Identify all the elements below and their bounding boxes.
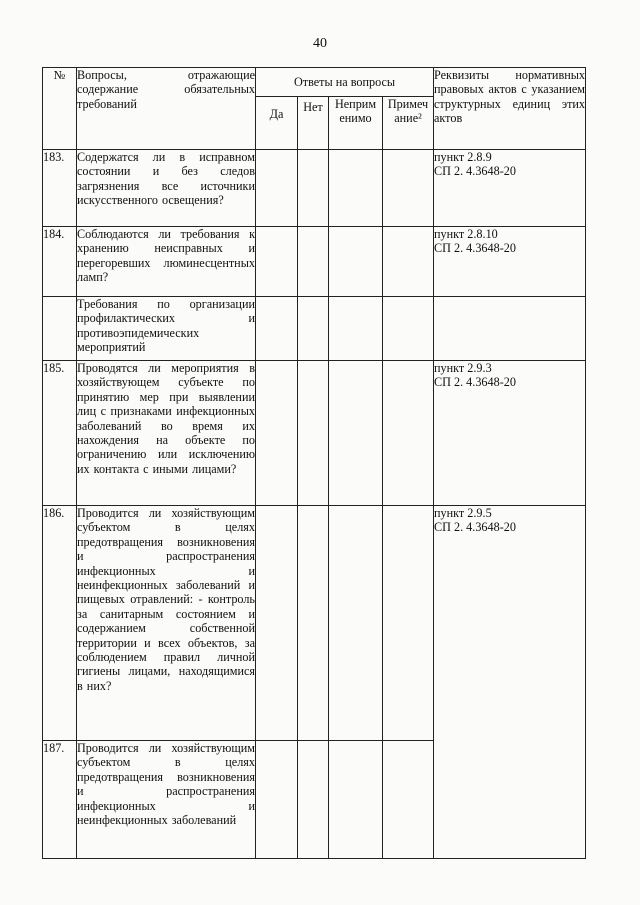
row-number: 185. [43, 361, 77, 506]
reference-act: СП 2. 4.3648-20 [434, 164, 516, 179]
row-number: 183. [43, 150, 77, 227]
answer-na-cell[interactable] [329, 361, 383, 506]
answer-yes-cell[interactable] [256, 227, 298, 297]
checklist-table [42, 67, 586, 859]
answer-yes-cell[interactable] [256, 741, 298, 859]
row-reference [434, 506, 586, 859]
header-answers: Ответы на вопросы [256, 68, 434, 97]
page-number: 40 [313, 36, 327, 51]
section-title: Требования по организации профилактических и противоэпидемических мероприятий [77, 297, 256, 361]
row-question: Соблюдаются ли требования к хранению неисправных и перегоревших люминесцентных ламп? [77, 227, 256, 297]
answer-yes-cell[interactable] [256, 361, 298, 506]
table-row [43, 506, 586, 741]
table-row [43, 227, 586, 297]
row-question: Проводятся ли мероприятия в хозяйствующем субъекте по принятию мер при выявлении лиц с признаками инфекционных заболеваний во время их нахождения на объекте по ограничению или исключению их контакта с иными лицами? [77, 361, 256, 506]
section-row [43, 297, 586, 361]
answer-na-cell [329, 297, 383, 361]
header-not-applicable: Неприм енимо [329, 97, 383, 150]
answer-na-cell[interactable] [329, 506, 383, 741]
header-note: Примеч ание² [383, 97, 434, 150]
answer-note-cell[interactable] [383, 506, 434, 741]
row-reference [434, 227, 586, 297]
reference-point: пункт 2.9.5 [434, 506, 492, 520]
answer-na-cell[interactable] [329, 227, 383, 297]
answer-note-cell[interactable] [383, 227, 434, 297]
answer-no-cell[interactable] [298, 150, 329, 227]
answer-no-cell[interactable] [298, 361, 329, 506]
row-question: Проводится ли хозяйствующим субъектом в целях предотвращения возникновения и распространения инфекционных и неинфекционных заболеваний и пищевых отравлений: - контроль за санитарным состоянием и содержанием собственной территории и всех объектов, за соблюдением правил личной гигиены лицами, находящимися в них? [77, 506, 256, 741]
reference-point: пункт 2.8.10 [434, 227, 498, 241]
header-requisites: Реквизиты нормативных правовых актов с указанием структурных единиц этих актов [434, 68, 586, 150]
answer-no-cell[interactable] [298, 741, 329, 859]
reference-act: СП 2. 4.3648-20 [434, 520, 516, 535]
row-reference [434, 297, 586, 361]
row-question: Проводится ли хозяйствующим субъектом в целях предотвращения возникновения и распространения инфекционных и неинфекционных заболеваний [77, 741, 256, 859]
reference-point: пункт 2.8.9 [434, 150, 492, 164]
answer-note-cell[interactable] [383, 361, 434, 506]
answer-no-cell[interactable] [298, 506, 329, 741]
answer-no-cell[interactable] [298, 227, 329, 297]
row-question: Содержатся ли в исправном состоянии и без следов загрязнения все источники искусственного освещения? [77, 150, 256, 227]
header-number: № [43, 68, 77, 150]
row-number: 184. [43, 227, 77, 297]
row-number: 187. [43, 741, 77, 859]
row-reference [434, 150, 586, 227]
row-number: 186. [43, 506, 77, 741]
row-reference [434, 361, 586, 506]
answer-yes-cell[interactable] [256, 506, 298, 741]
answer-na-cell[interactable] [329, 741, 383, 859]
answer-note-cell [383, 297, 434, 361]
answer-no-cell [298, 297, 329, 361]
header-questions: Вопросы, отражающие содержание обязательных требований [77, 68, 256, 150]
header-row [43, 68, 586, 97]
answer-yes-cell[interactable] [256, 150, 298, 227]
table-row [43, 150, 586, 227]
answer-yes-cell [256, 297, 298, 361]
answer-note-cell[interactable] [383, 741, 434, 859]
header-no: Нет [298, 97, 329, 150]
header-yes: Да [256, 97, 298, 150]
reference-act: СП 2. 4.3648-20 [434, 241, 516, 256]
table-row [43, 361, 586, 506]
answer-na-cell[interactable] [329, 150, 383, 227]
reference-act: СП 2. 4.3648-20 [434, 375, 516, 390]
row-number [43, 297, 77, 361]
reference-point: пункт 2.9.3 [434, 361, 492, 375]
answer-note-cell[interactable] [383, 150, 434, 227]
